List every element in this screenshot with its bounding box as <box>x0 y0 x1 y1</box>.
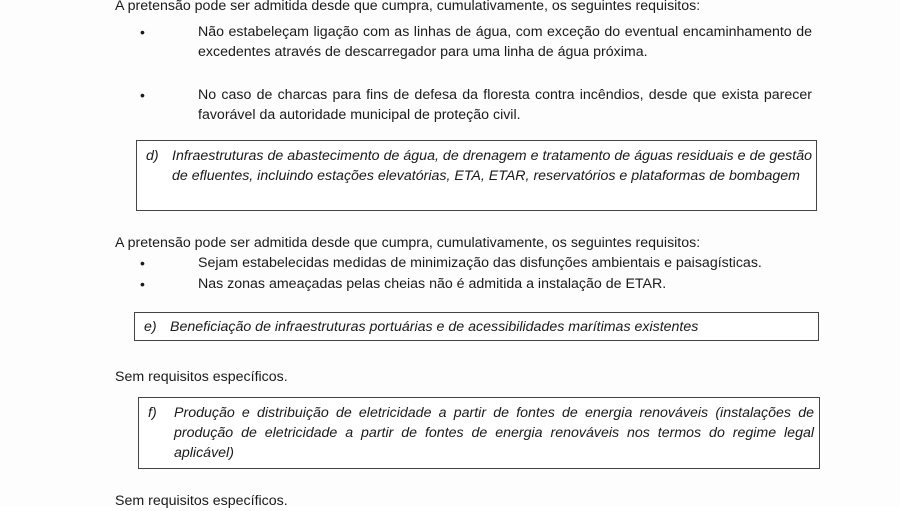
list-item <box>140 22 820 82</box>
bullet-icon: • <box>140 276 145 292</box>
section-title: Infraestruturas de abastecimento de água, de drenagem e tratamento de águas residuais e de gestão de efluentes, incluindo estações elevatórias, ETA, ETAR, reservatórios e plataformas de bombagem <box>172 148 812 184</box>
section-note: Sem requisitos específicos. <box>115 369 288 385</box>
requirements-intro: A pretensão pode ser admitida desde que cumpra, cumulativamente, os seguintes requisitos: <box>115 0 701 14</box>
section-title: Produção e distribuição de eletricidade a partir de fontes de energia renováveis (instalações de produção de eletricidade a partir de fontes de energia renováveis nos termos do regime legal aplicável) <box>174 405 814 461</box>
bullet-icon: • <box>140 87 145 103</box>
list-item-text: No caso de charcas para fins de defesa da floresta contra incêndios, desde que exista parecer favorável da autoridade municipal de proteção civil. <box>198 87 812 123</box>
list-item-text: Sejam estabelecidas medidas de minimização das disfunções ambientais e paisagísticas. <box>198 255 762 271</box>
section-heading-box-e <box>134 312 819 341</box>
section-heading-box-f <box>138 397 820 469</box>
section-title: Beneficiação de infraestruturas portuárias e de acessibilidades marítimas existentes <box>170 319 699 335</box>
list-item-text: Não estabeleçam ligação com as linhas de água, com exceção do eventual encaminhamento de excedentes através de descarregador para uma linha de água próxima. <box>198 24 812 60</box>
section-letter: e) <box>144 319 157 335</box>
section-letter: d) <box>146 148 159 164</box>
bullet-icon: • <box>140 255 145 271</box>
section-letter: f) <box>148 405 157 421</box>
section-note: Sem requisitos específicos. <box>115 493 288 509</box>
list-item <box>140 85 820 125</box>
requirements-intro: A pretensão pode ser admitida desde que cumpra, cumulativamente, os seguintes requisitos: <box>115 235 701 251</box>
bullet-icon: • <box>140 24 145 40</box>
list-item-text: Nas zonas ameaçadas pelas cheias não é admitida a instalação de ETAR. <box>198 276 667 292</box>
list-item <box>140 274 820 294</box>
section-heading-box-d <box>136 140 817 211</box>
list-item <box>140 253 820 273</box>
